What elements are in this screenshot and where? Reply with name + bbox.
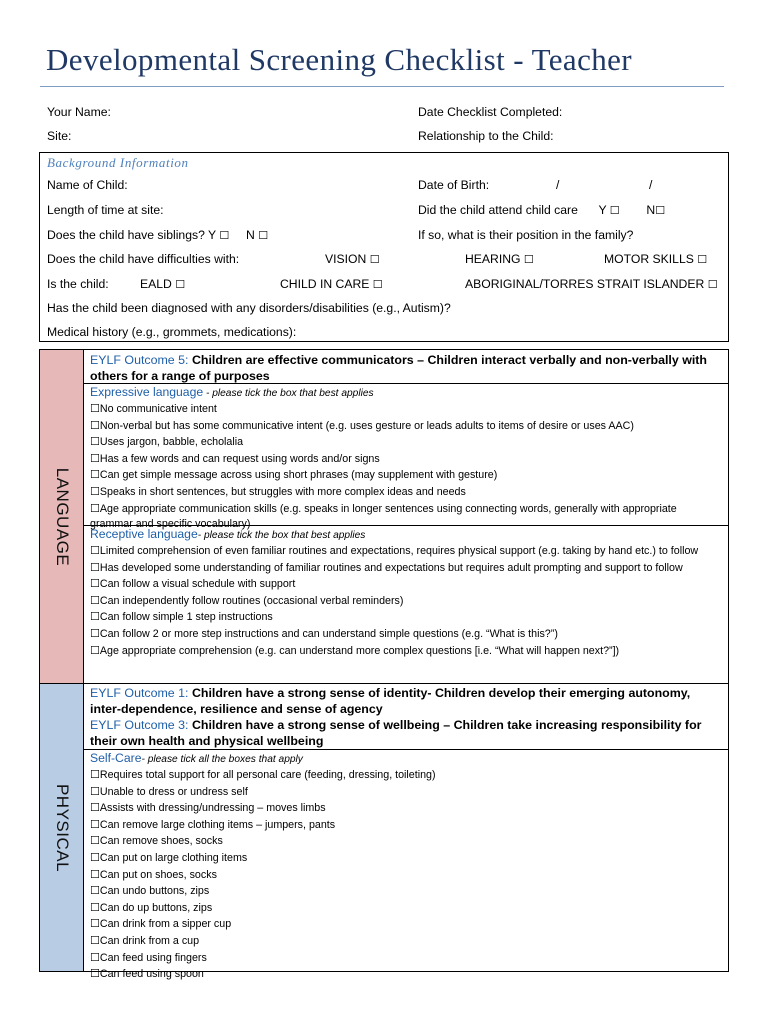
self-care-heading (90, 751, 303, 765)
checklist-item (90, 626, 720, 643)
eylf-outcome-3 (90, 717, 720, 749)
vision-label: VISION (325, 252, 367, 266)
checklist-item (90, 867, 720, 884)
expressive-language-list (90, 401, 720, 533)
checklist-item (90, 850, 720, 867)
item-label: Can follow a visual schedule with support (99, 578, 296, 591)
item-checkbox[interactable]: ☐ (90, 834, 100, 848)
atsi-checkbox[interactable]: ☐ (707, 278, 718, 291)
checklist-item (90, 950, 720, 967)
checklist-item (90, 784, 720, 801)
item-label: Can feed using spoon (99, 968, 204, 981)
position-question: If so, what is their position in the family? (418, 228, 634, 242)
item-label: Can follow 2 or more step instructions and can understand simple questions (e.g. “What is this?”) (99, 627, 558, 640)
item-checkbox[interactable]: ☐ (90, 950, 100, 964)
language-section (39, 349, 729, 684)
checklist-item (90, 401, 720, 418)
siblings-no-checkbox[interactable]: ☐ (258, 229, 269, 242)
item-label: Has a few words and can request using words and/or signs (99, 452, 380, 465)
child-in-care-checkbox[interactable]: ☐ (372, 278, 383, 291)
vision-option (325, 252, 380, 266)
item-label: No communicative intent (99, 403, 217, 415)
item-label: Age appropriate communication skills (e.g. speaks in longer sentences using connecting words, generally with appropriate (99, 502, 677, 515)
item-checkbox[interactable]: ☐ (90, 451, 100, 465)
language-content (84, 350, 728, 683)
item-label: Can do up buttons, zips (99, 901, 213, 914)
siblings-no-label: N (246, 228, 255, 242)
self-care-title: Self-Care (90, 751, 142, 765)
name-of-child-label: Name of Child: (47, 178, 128, 192)
siblings-question-text: Does the child have siblings? (47, 228, 205, 242)
item-label: Speaks in short sentences, but struggles with more complex ideas and needs (99, 485, 466, 498)
item-checkbox[interactable]: ☐ (90, 610, 100, 624)
item-checkbox[interactable]: ☐ (90, 801, 100, 815)
item-label: Has developed some understanding of familiar routines and expectations but requires adult prompting and support to follow (99, 561, 683, 574)
item-label: Uses jargon, babble, echolalia (99, 436, 244, 449)
checklist-item (90, 434, 720, 451)
checklist-item (90, 883, 720, 900)
item-checkbox[interactable]: ☐ (90, 850, 100, 864)
divider (84, 383, 728, 384)
page-title: Developmental Screening Checklist - Teacher (46, 42, 633, 77)
background-heading: Background Information (47, 155, 189, 170)
language-side-label: LANGUAGE (52, 467, 72, 566)
checklist-item (90, 817, 720, 834)
motor-skills-option (604, 252, 707, 266)
childcare-question-text: Did the child attend child care (418, 203, 578, 217)
item-label: Assists with dressing/undressing – moves limbs (99, 802, 326, 815)
siblings-yes-label: Y (208, 228, 216, 242)
item-checkbox[interactable]: ☐ (90, 418, 100, 432)
checklist-item (90, 560, 720, 577)
eylf-outcome-5-tag: EYLF Outcome 5: (90, 353, 189, 367)
item-label: Age appropriate comprehension (e.g. can understand more complex questions [i.e. “What will happen next?”]) (99, 644, 620, 657)
date-completed-label: Date Checklist Completed: (418, 105, 563, 119)
item-checkbox[interactable]: ☐ (90, 643, 100, 657)
difficulties-question: Does the child have difficulties with: (47, 252, 240, 266)
item-checkbox[interactable]: ☐ (90, 468, 100, 482)
child-in-care-label: CHILD IN CARE (280, 277, 370, 291)
site-label: Site: (47, 129, 72, 143)
item-checkbox[interactable]: ☐ (90, 435, 100, 449)
relationship-label: Relationship to the Child: (418, 129, 554, 143)
dob-separator: / (556, 178, 560, 192)
item-checkbox[interactable]: ☐ (90, 501, 100, 515)
item-checkbox[interactable]: ☐ (90, 768, 100, 781)
item-checkbox[interactable]: ☐ (90, 577, 100, 591)
item-checkbox[interactable]: ☐ (90, 402, 100, 415)
vision-checkbox[interactable]: ☐ (369, 253, 380, 266)
expressive-language-heading (90, 385, 374, 399)
item-label: Can get simple message across using short phrases (may supplement with gesture) (99, 469, 498, 482)
dob-separator: / (649, 178, 653, 192)
item-label: Requires total support for all personal care (feeding, dressing, toileting) (99, 769, 436, 781)
item-checkbox[interactable]: ☐ (90, 560, 100, 574)
physical-side-label: PHYSICAL (52, 783, 72, 872)
atsi-option (465, 277, 718, 291)
receptive-language-heading (90, 527, 365, 541)
hearing-option (465, 252, 534, 266)
physical-side-band (40, 684, 84, 971)
item-label: Can remove large clothing items – jumpers, pants (99, 818, 336, 831)
eylf-outcome-1 (90, 685, 720, 717)
self-care-list (90, 767, 720, 983)
item-checkbox[interactable]: ☐ (90, 544, 100, 557)
hearing-label: HEARING (465, 252, 521, 266)
item-checkbox[interactable]: ☐ (90, 867, 100, 881)
item-checkbox[interactable]: ☐ (90, 817, 100, 831)
eald-checkbox[interactable]: ☐ (175, 278, 186, 291)
item-label: Can independently follow routines (occasional verbal reminders) (99, 594, 404, 607)
checklist-item (90, 767, 720, 784)
childcare-question (418, 203, 665, 217)
eald-option (140, 277, 185, 291)
childcare-no-label: N (646, 203, 656, 217)
self-care-note: - please tick all the boxes that apply (141, 754, 303, 765)
checklist-item (90, 916, 720, 933)
checklist-item (90, 643, 720, 660)
checklist-item (90, 576, 720, 593)
item-label: Can undo buttons, zips (99, 885, 210, 898)
checklist-item (90, 800, 720, 817)
checklist-item (90, 609, 720, 626)
childcare-no-checkbox[interactable]: ☐ (655, 204, 666, 217)
item-checkbox[interactable]: ☐ (90, 933, 100, 947)
language-side-band (40, 350, 84, 683)
divider (84, 749, 728, 750)
child-in-care-option (280, 277, 383, 291)
eylf-outcome-1-tag: EYLF Outcome 1: (90, 686, 189, 700)
eylf-outcome-5 (90, 352, 720, 384)
receptive-language-list (90, 543, 720, 659)
item-label: Non-verbal but has some communicative intent (e.g. uses gesture or leads adults to items of desire or uses AAC) (99, 419, 634, 432)
siblings-yes-checkbox[interactable]: ☐ (219, 229, 230, 242)
checklist-item (90, 933, 720, 950)
receptive-language-title: Receptive language (90, 527, 198, 541)
item-label: Can follow simple 1 step instructions (99, 611, 273, 624)
receptive-language-note: - please tick the box that best applies (197, 530, 366, 541)
motor-skills-checkbox[interactable]: ☐ (697, 253, 708, 266)
eylf-outcome-5-text: Children are effective communicators – Children interact verbally and non-verbally with others for a range of purposes (90, 353, 707, 383)
item-label: Can feed using fingers (99, 951, 207, 964)
dob-label: Date of Birth: (418, 178, 490, 192)
item-label: Limited comprehension of even familiar routines and expectations, requires physical support (e.g. taking by hand etc.) to follow (99, 545, 699, 557)
item-checkbox[interactable]: ☐ (90, 884, 100, 898)
item-checkbox[interactable]: ☐ (90, 593, 100, 607)
eylf-outcome-1-text: Children have a strong sense of identity- Children develop their emerging autonomy, inter-dependence, resilience and sense of agency (90, 686, 691, 716)
your-name-label: Your Name: (47, 105, 111, 119)
medical-history-label: Medical history (e.g., grommets, medications): (47, 325, 297, 339)
item-checkbox[interactable]: ☐ (90, 900, 100, 914)
childcare-yes-label: Y (598, 203, 607, 217)
eylf-outcome-3-text: Children have a strong sense of wellbeing – Children take increasing responsibility for their own health and physical wellbeing (90, 718, 702, 748)
is-child-label: Is the child: (47, 277, 109, 291)
item-label: Can drink from a sipper cup (99, 918, 232, 931)
checklist-item (90, 484, 720, 501)
siblings-question (47, 228, 268, 242)
checklist-item (90, 418, 720, 435)
item-checkbox[interactable]: ☐ (90, 626, 100, 640)
physical-content (84, 684, 728, 981)
item-label: Can remove shoes, socks (99, 835, 223, 848)
checklist-item (90, 966, 720, 983)
item-checkbox[interactable]: ☐ (90, 784, 100, 798)
item-label: Unable to dress or undress self (99, 785, 248, 798)
title-underline (40, 86, 724, 87)
expressive-language-title: Expressive language (90, 385, 204, 399)
item-checkbox[interactable]: ☐ (90, 917, 100, 931)
item-label: Can drink from a cup (99, 934, 200, 947)
item-checkbox[interactable]: ☐ (90, 967, 100, 981)
item-checkbox[interactable]: ☐ (90, 484, 100, 498)
expressive-language-note: - please tick the box that best applies (203, 388, 374, 399)
length-of-time-label: Length of time at site: (47, 203, 164, 217)
hearing-checkbox[interactable]: ☐ (523, 253, 534, 266)
item-label: Can put on shoes, socks (99, 868, 217, 881)
atsi-label: ABORIGINAL/TORRES STRAIT ISLANDER (465, 277, 705, 291)
diagnosed-question: Has the child been diagnosed with any disorders/disabilities (e.g., Autism)? (47, 301, 451, 315)
physical-section (39, 683, 729, 981)
motor-skills-label: MOTOR SKILLS (604, 252, 694, 266)
item-label: Can put on large clothing items (99, 851, 248, 864)
checklist-item (90, 900, 720, 917)
checklist-item (90, 451, 720, 468)
checklist-item (90, 467, 720, 484)
eald-label: EALD (140, 277, 172, 291)
checklist-item (90, 833, 720, 850)
checklist-item (90, 593, 720, 610)
childcare-yes-checkbox[interactable]: ☐ (609, 204, 620, 217)
eylf-outcome-3-tag: EYLF Outcome 3: (90, 718, 189, 732)
divider (84, 525, 728, 526)
checklist-item (90, 543, 720, 560)
